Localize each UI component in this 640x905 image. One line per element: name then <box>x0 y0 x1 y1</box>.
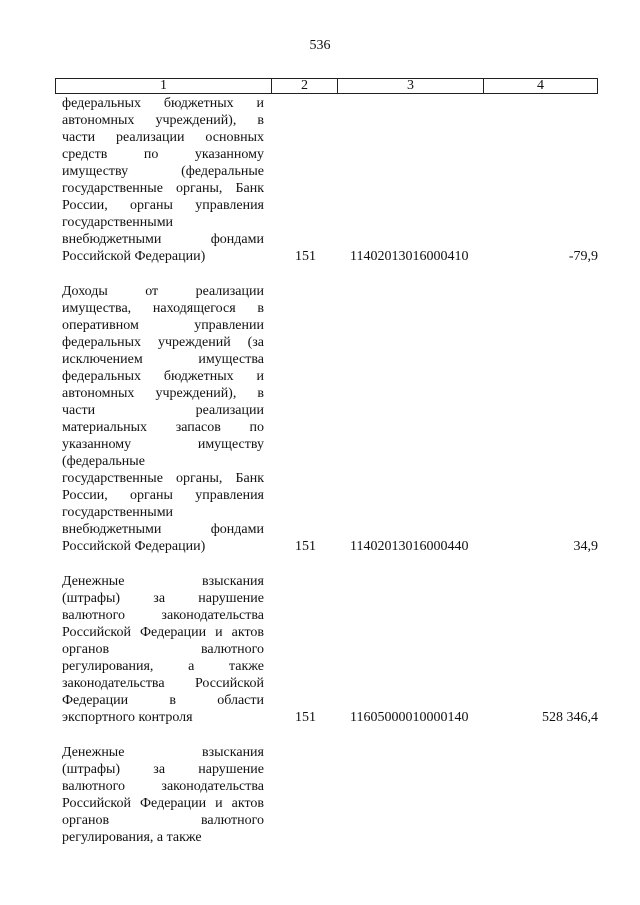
row-description <box>62 283 264 555</box>
row-description <box>62 95 264 265</box>
description-line: России, органы управления <box>62 198 264 213</box>
header-col-1: 1 <box>56 79 272 93</box>
description-line: имуществу (федеральные <box>62 164 264 179</box>
admin-code: 151 <box>295 539 316 554</box>
description-line: федеральных учреждений (за <box>62 335 264 350</box>
kbk-code: 11402013016000440 <box>350 539 469 554</box>
description-line: государственные органы, Банк <box>62 181 264 196</box>
description-line: Доходы от реализации <box>62 284 264 299</box>
description-line: Российской Федерации) <box>62 539 206 554</box>
description-line: внебюджетными фондами <box>62 522 264 537</box>
description-line: органов валютного <box>62 642 264 657</box>
admin-code: 151 <box>295 710 316 725</box>
description-line: указанному имуществу <box>62 437 264 452</box>
header-col-4: 4 <box>537 78 544 93</box>
description-line: Российской Федерации и актов <box>62 796 264 811</box>
header-col-2: 2 <box>272 79 338 93</box>
description-line: государственными <box>62 215 174 230</box>
description-line: внебюджетными фондами <box>62 232 264 247</box>
description-line: средств по указанному <box>62 147 264 162</box>
description-line: Денежные взыскания <box>62 745 264 760</box>
description-line: Денежные взыскания <box>62 574 264 589</box>
description-line: государственные органы, Банк <box>62 471 264 486</box>
description-line: регулирования, а также <box>62 830 202 845</box>
amount: 528 346,4 <box>542 710 598 725</box>
description-line: оперативном управлении <box>62 318 264 333</box>
description-line: органов валютного <box>62 813 264 828</box>
page-number: 536 <box>309 38 331 53</box>
table-row <box>62 283 598 555</box>
description-line: федеральных бюджетных и <box>62 96 264 111</box>
description-line: государственными <box>62 505 174 520</box>
row-description <box>62 573 264 726</box>
table-row <box>62 573 598 726</box>
kbk-code: 11605000010000140 <box>350 710 469 725</box>
description-line: Российской Федерации и актов <box>62 625 264 640</box>
description-line: имущества, находящегося в <box>62 301 264 316</box>
description-line: (федеральные <box>62 454 145 469</box>
amount: 34,9 <box>573 539 598 554</box>
description-line: (штрафы) за нарушение <box>62 762 264 777</box>
description-line: части реализации основных <box>62 130 264 145</box>
description-line: автономных учреждений), в <box>62 386 264 401</box>
description-line: экспортного контроля <box>62 710 193 725</box>
description-line: материальных запасов по <box>62 420 264 435</box>
table-row <box>62 95 598 265</box>
header-col-3: 3 <box>338 79 484 93</box>
admin-code: 151 <box>295 249 316 264</box>
description-line: части реализации <box>62 403 264 418</box>
description-line: валютного законодательства <box>62 608 264 623</box>
description-line: регулирования, а также <box>62 659 264 674</box>
amount: -79,9 <box>568 249 598 264</box>
description-line: федеральных бюджетных и <box>62 369 264 384</box>
description-line: Российской Федерации) <box>62 249 206 264</box>
description-line: исключением имущества <box>62 352 264 367</box>
table-body <box>62 95 598 864</box>
description-line: Федерации в области <box>62 693 264 708</box>
kbk-code: 11402013016000410 <box>350 249 469 264</box>
description-line: валютного законодательства <box>62 779 264 794</box>
table-row <box>62 744 598 846</box>
description-line: (штрафы) за нарушение <box>62 591 264 606</box>
row-description <box>62 744 264 846</box>
description-line: законодательства Российской <box>62 676 264 691</box>
description-line: автономных учреждений), в <box>62 113 264 128</box>
description-line: России, органы управления <box>62 488 264 503</box>
table-header <box>55 78 598 94</box>
